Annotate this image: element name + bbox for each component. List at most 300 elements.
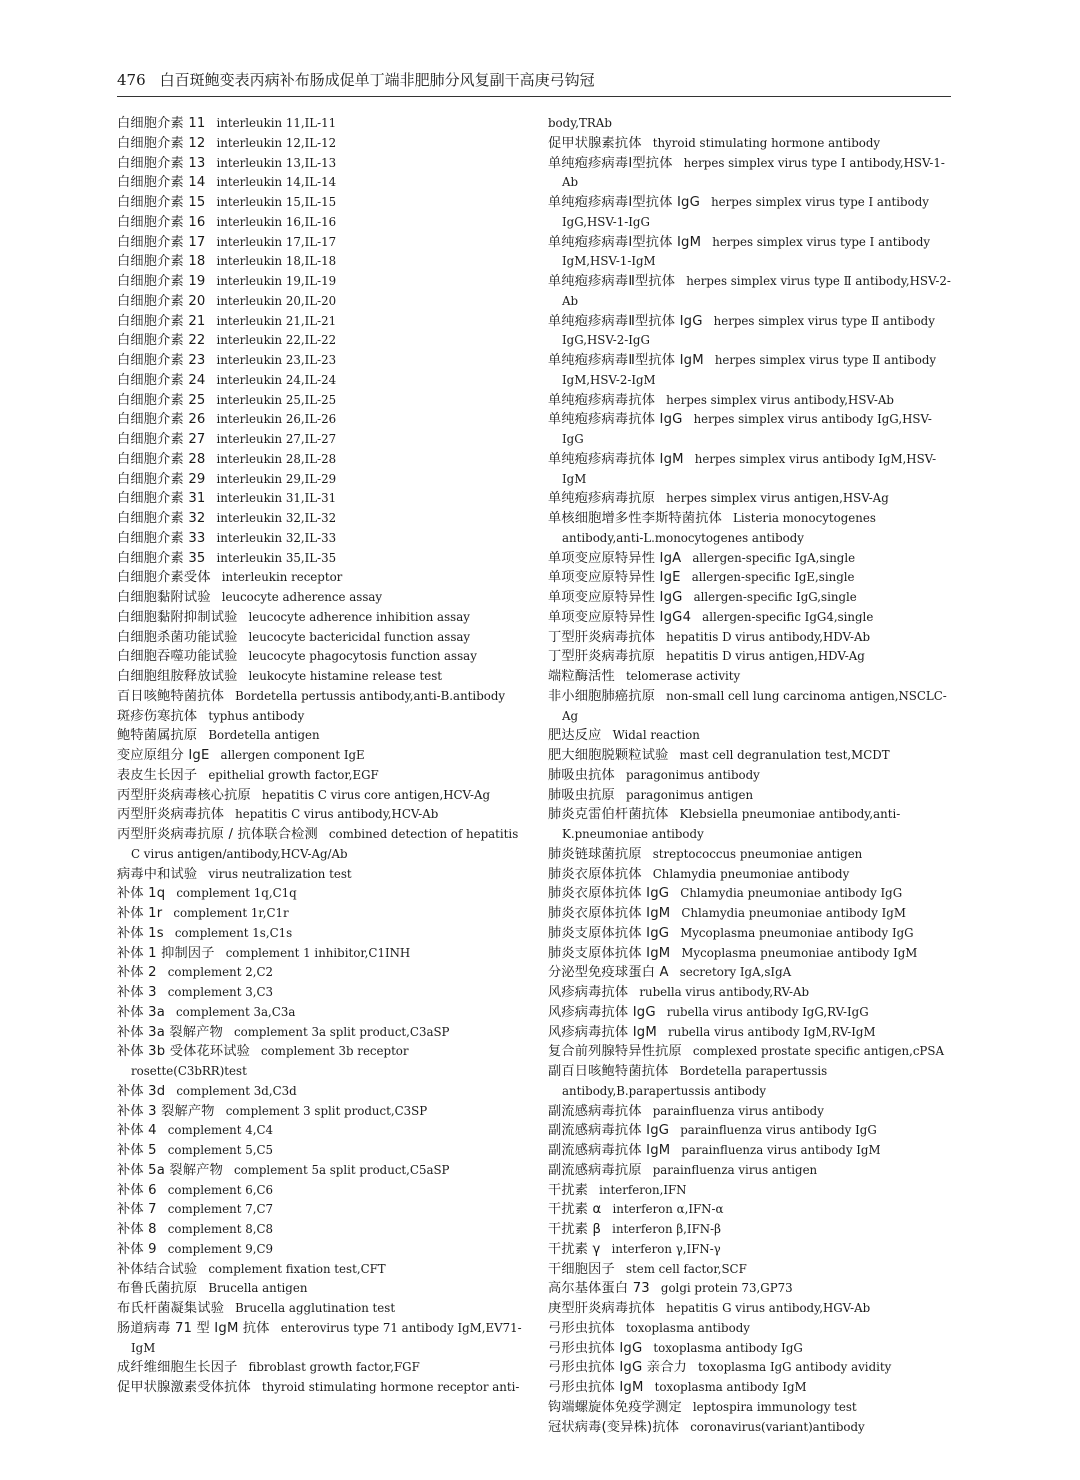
glossary-entry [117,608,522,628]
chinese-term: 补体 3b 受体花环试验 [117,1044,251,1060]
chinese-term: 白细胞介素 21 [117,313,206,329]
glossary-entry [117,134,522,154]
english-term: herpes simplex virus type Ⅰ antibody,HSV-1-Ab [562,155,945,190]
glossary-entry [548,1220,953,1240]
english-term: allergen component IgE [220,748,365,762]
english-term: Mycoplasma pneumoniae antibody IgG [680,925,914,940]
english-term: hepatitis D virus antigen,HDV-Ag [666,649,865,664]
english-term: interleukin 11,IL-11 [216,116,337,130]
chinese-term: 干扰素 β [548,1222,602,1237]
glossary-entry [548,687,953,727]
glossary-entry [117,1023,522,1043]
chinese-term: 副流感病毒抗体 [548,1103,642,1119]
english-term: hepatitis C virus antibody,HCV-Ab [235,807,439,822]
glossary-entry [117,252,522,272]
glossary-entry [548,1200,953,1220]
glossary-entry [117,173,522,193]
english-term: complement 3 split product,C3SP [225,1103,428,1118]
chinese-term: 白细胞介素 33 [117,530,206,546]
chinese-term: 肥大细胞脱颗粒试验 [548,748,669,763]
chinese-term: 弓形虫抗体 IgM [548,1380,644,1395]
chinese-term: 单纯疱疹病毒抗原 [548,491,656,507]
english-term: complement 3d,C3d [176,1083,297,1098]
glossary-entry [117,272,522,292]
english-term: interferon α,IFN-α [612,1202,724,1217]
glossary-entry [117,351,522,371]
chinese-term: 分泌型免疫球蛋白 A [548,965,669,981]
english-term: hepatitis G virus antibody,HGV-Ab [666,1301,871,1315]
english-term: body,TRAb [548,116,612,130]
glossary-entry [548,410,953,450]
english-term: interleukin 12,IL-12 [216,135,337,150]
glossary-entry [548,608,953,628]
glossary-entry [117,1102,522,1122]
glossary-entry [548,628,953,648]
chinese-term: 白细胞介素 23 [117,353,206,368]
english-term: interleukin 28,IL-28 [216,451,337,466]
english-term: interleukin 16,IL-16 [216,214,337,229]
english-term: leucocyte bactericidal function assay [248,629,471,644]
english-term: Brucella agglutination test [235,1301,396,1315]
english-term: Brucella antigen [208,1281,308,1296]
chinese-term: 补体 2 [117,965,157,981]
chinese-term: 白细胞介素 28 [117,451,206,467]
glossary-entry [548,884,953,904]
english-term: herpes simplex virus type Ⅰ antibody IgM,HSV-1-IgM [562,234,934,269]
chinese-term: 白细胞介素 35 [117,550,206,566]
chinese-term: 单纯疱疹病毒Ⅰ型抗体 IgM [548,234,702,250]
english-term: paragonimus antigen [625,787,754,802]
chinese-term: 补体 3a [117,1004,166,1020]
english-term: complement 3b receptor rosette(C3bRR)test [131,1044,413,1078]
glossary-entry [117,687,522,707]
chinese-term: 促甲状腺激素受体抗体 [117,1380,251,1395]
chinese-term: 单项变应原特异性 IgG4 [548,609,692,625]
glossary-entry [548,1358,953,1378]
glossary-entry [117,292,522,312]
english-term: paragonimus antibody [625,767,760,782]
chinese-term: 促甲状腺素抗体 [548,135,642,151]
english-term: complement 3a,C3a [176,1004,296,1019]
glossary-entry [548,588,953,608]
glossary-entry [548,746,953,766]
english-term: complement 7,C7 [167,1202,274,1217]
chinese-term: 白细胞介素 19 [117,274,206,289]
glossary-entry [117,786,522,806]
glossary-entry [117,766,522,786]
english-term: complement 2,C2 [167,965,274,980]
chinese-term: 补体 9 [117,1241,157,1257]
chinese-term: 补体结合试验 [117,1261,198,1277]
chinese-term: 变应原组分 IgE [117,748,210,763]
glossary-entry [117,1082,522,1102]
glossary-entry [117,1378,522,1398]
chinese-term: 肺炎支原体抗体 IgM [548,945,671,961]
chinese-term: 白细胞介素 17 [117,234,206,250]
chinese-term: 白细胞介素 25 [117,392,206,408]
english-term: herpes simplex virus antibody,HSV-Ab [666,392,894,407]
english-term: interleukin 21,IL-21 [216,313,337,328]
english-term: toxoplasma IgG antibody avidity [697,1360,892,1375]
chinese-term: 端粒酶活性 [548,669,615,684]
glossary-entry [548,845,953,865]
chinese-term: 白细胞黏附试验 [117,590,211,605]
english-term: interleukin 17,IL-17 [216,234,337,249]
chinese-term: 补体 7 [117,1202,157,1218]
glossary-entry [117,312,522,332]
english-term: fibroblast growth factor,FGF [248,1360,420,1375]
glossary-entry [117,884,522,904]
glossary-entry [117,410,522,430]
english-term: toxoplasma antibody IgM [654,1380,807,1394]
glossary-entry [117,1161,522,1181]
glossary-entry [117,1141,522,1161]
english-term: Chlamydia pneumoniae antibody IgM [681,906,906,920]
english-term: interferon β,IFN-β [612,1222,721,1236]
english-term: hepatitis D virus antibody,HDV-Ab [666,629,871,644]
english-term: hepatitis C virus core antigen,HCV-Ag [261,787,491,802]
english-term: allergen-specific IgA,single [692,550,856,565]
chinese-term: 肠道病毒 71 型 IgM 抗体 [117,1320,270,1336]
english-term: complement 4,C4 [167,1123,274,1138]
glossary-entry [548,134,953,154]
glossary-entry [117,1319,522,1359]
glossary-entry [548,312,953,352]
english-term: Mycoplasma pneumoniae antibody IgM [681,945,918,960]
chinese-term: 肺吸虫抗体 [548,767,615,783]
glossary-entry [548,1042,953,1062]
left-column [117,114,522,1398]
english-term: thyroid stimulating hormone receptor anti- [261,1380,520,1394]
english-term: complement 5a split product,C5aSP [233,1162,450,1177]
glossary-entry [548,1023,953,1043]
chinese-term: 肺炎衣原体抗体 [548,866,642,882]
english-term: Widal reaction [612,728,700,743]
chinese-term: 风疹病毒抗体 IgM [548,1024,657,1040]
chinese-term: 白细胞介素 27 [117,432,206,447]
english-term: coronavirus(variant)antibody [690,1419,865,1434]
chinese-term: 补体 6 [117,1182,157,1198]
glossary-entry [117,924,522,944]
english-term: interleukin 19,IL-19 [216,274,337,288]
chinese-term: 干扰素 α [548,1202,602,1218]
glossary-entry [117,1003,522,1023]
english-term: mast cell degranulation test,MCDT [679,748,890,762]
glossary-entry [548,1319,953,1339]
chinese-term: 丁型肝炎病毒抗原 [548,649,656,665]
chinese-term: 肺炎衣原体抗体 IgM [548,906,671,921]
english-term: complement 1q,C1q [176,886,297,901]
glossary-entry [117,1220,522,1240]
english-term: parainfluenza virus antigen [652,1162,818,1177]
glossary-entry [117,489,522,509]
glossary-entry [548,647,953,667]
chinese-term: 白细胞介素 16 [117,214,206,230]
english-term: interleukin 31,IL-31 [216,491,337,506]
glossary-entry [117,331,522,351]
chinese-term: 肺炎支原体抗体 IgG [548,925,670,941]
chinese-term: 单项变应原特异性 IgA [548,550,682,566]
english-term: Bordetella antigen [208,728,320,743]
glossary-entry [548,805,953,845]
glossary-entry [548,924,953,944]
glossary-entry [117,1240,522,1260]
chinese-term: 百日咳鲍特菌抗体 [117,688,225,704]
glossary-entry [117,983,522,1003]
english-term: herpes simplex virus antibody IgM,HSV-IgM [562,451,937,486]
glossary-entry [117,549,522,569]
glossary-entry [117,667,522,687]
english-term: interleukin 18,IL-18 [216,254,337,269]
glossary-entry [117,944,522,964]
glossary-entry [117,588,522,608]
chinese-term: 复合前列腺特异性抗原 [548,1044,682,1060]
chinese-term: 补体 3a 裂解产物 [117,1024,223,1040]
chinese-term: 高尔基体蛋白 73 [548,1281,650,1297]
english-term: herpes simplex virus type Ⅱ antibody IgM,HSV-2-IgM [562,353,940,387]
glossary-entry [548,1121,953,1141]
chinese-term: 庚型肝炎病毒抗体 [548,1301,656,1316]
english-term: telomerase activity [625,669,741,683]
chinese-term: 肺吸虫抗原 [548,787,615,803]
english-term: interleukin 22,IL-22 [216,333,337,348]
english-term: interleukin 13,IL-13 [216,155,337,170]
glossary-entry [117,391,522,411]
english-term: epithelial growth factor,EGF [208,767,379,782]
glossary-entry [117,233,522,253]
glossary-entry [548,114,953,134]
chinese-term: 白细胞介素 15 [117,195,206,210]
chinese-term: 白细胞介素 32 [117,511,206,526]
chinese-term: 白细胞吞噬功能试验 [117,649,238,665]
page-number: 476 [117,71,146,89]
chinese-term: 补体 4 [117,1123,157,1139]
chinese-term: 补体 5 [117,1143,157,1158]
chinese-term: 白细胞介素 22 [117,333,206,349]
glossary-entry [548,667,953,687]
english-term: leucocyte adherence assay [221,590,383,604]
glossary-entry [117,1299,522,1319]
chinese-term: 白细胞介素 11 [117,116,206,131]
glossary-entry [548,1003,953,1023]
chinese-term: 补体 1s [117,925,164,941]
english-term: parainfluenza virus antibody IgM [681,1143,881,1157]
chinese-term: 非小细胞肺癌抗原 [548,688,656,704]
english-term: interleukin 26,IL-26 [216,412,337,427]
chinese-term: 病毒中和试验 [117,866,198,882]
glossary-entry [548,726,953,746]
chinese-term: 补体 3 [117,985,157,1000]
english-term: Listeria monocytogenes antibody,anti-L.monocytogenes antibody [562,511,880,545]
english-term: allergen-specific IgE,single [691,570,855,585]
english-term: complement 3,C3 [167,985,274,999]
glossary-entry [548,450,953,490]
glossary-entry [117,1200,522,1220]
english-term: complexed prostate specific antigen,cPSA [692,1044,944,1059]
english-term: interferon,IFN [599,1182,687,1197]
glossary-entry [548,1418,953,1438]
chinese-term: 成纤维细胞生长因子 [117,1360,238,1376]
chinese-term: 单纯疱疹病毒Ⅰ型抗体 IgG [548,195,701,210]
chinese-term: 斑疹伤寒抗体 [117,708,198,724]
english-term: Chlamydia pneumoniae antibody IgG [680,886,903,901]
chinese-term: 丙型肝炎病毒抗体 [117,807,225,823]
glossary-entry [117,1121,522,1141]
glossary-entry [548,489,953,509]
glossary-entry [548,1102,953,1122]
glossary-entry [117,865,522,885]
glossary-entry [117,825,522,865]
glossary-entry [548,766,953,786]
english-term: complement fixation test,CFT [208,1261,386,1276]
chinese-term: 单核细胞增多性李斯特菌抗体 [548,511,723,526]
glossary-entry [548,509,953,549]
english-term: complement 5,C5 [167,1143,274,1157]
english-term: virus neutralization test [208,866,352,881]
english-term: complement 1s,C1s [174,925,293,940]
english-term: thyroid stimulating hormone antibody [652,135,881,150]
glossary-entry [117,628,522,648]
header-index-title: 白百斑鲍变表丙病补布肠成促单丁端非肥肺分风复副干高庚弓钩冠 [159,71,595,89]
chinese-term: 单纯疱疹病毒抗体 IgG [548,412,683,428]
chinese-term: 布鲁氏菌抗原 [117,1281,198,1297]
chinese-term: 补体 1q [117,886,166,902]
chinese-term: 副流感病毒抗体 IgG [548,1123,670,1139]
chinese-term: 干细胞因子 [548,1261,615,1277]
glossary-entry [548,233,953,273]
glossary-entry [548,1398,953,1418]
chinese-term: 钩端螺旋体免疫学测定 [548,1399,682,1415]
glossary-entry [117,1279,522,1299]
glossary-entry [548,1339,953,1359]
glossary-entry [548,568,953,588]
english-term: interleukin 35,IL-35 [216,550,337,565]
chinese-term: 单纯疱疹病毒Ⅱ型抗体 [548,274,676,289]
chinese-term: 风疹病毒抗体 IgG [548,1004,656,1020]
glossary-entry [117,470,522,490]
chinese-term: 白细胞介素 26 [117,412,206,428]
english-term: non-small cell lung carcinoma antigen,NSCLC-Ag [562,688,947,723]
glossary-entry [548,1062,953,1102]
chinese-term: 白细胞黏附抑制试验 [117,609,238,625]
glossary-entry [548,865,953,885]
english-term: interleukin 24,IL-24 [216,372,337,387]
chinese-term: 肺炎衣原体抗体 IgG [548,886,670,902]
chinese-term: 白细胞介素 13 [117,155,206,171]
glossary-entry [117,529,522,549]
glossary-entry [117,193,522,213]
chinese-term: 白细胞介素 20 [117,293,206,309]
glossary-entry [548,351,953,391]
chinese-term: 补体 1r [117,906,163,921]
english-term: rubella virus antibody IgG,RV-IgG [666,1004,869,1019]
english-term: streptococcus pneumoniae antigen [652,846,863,861]
glossary-entry [548,963,953,983]
glossary-entry [548,1161,953,1181]
glossary-entry [548,1181,953,1201]
english-term: interleukin 32,IL-32 [216,511,337,525]
chinese-term: 补体 1 抑制因子 [117,945,215,961]
glossary-entry [117,707,522,727]
glossary-entry [548,193,953,233]
chinese-term: 补体 5a 裂解产物 [117,1162,223,1178]
glossary-entry [117,450,522,470]
glossary-entry [548,944,953,964]
chinese-term: 表皮生长因子 [117,767,198,783]
glossary-entry [117,568,522,588]
glossary-entry [117,726,522,746]
english-term: toxoplasma antibody [625,1320,750,1335]
glossary-entry [548,1260,953,1280]
right-column [548,114,953,1437]
chinese-term: 单纯疱疹病毒Ⅱ型抗体 IgG [548,313,703,329]
english-term: enterovirus type 71 antibody IgM,EV71-IgM [131,1320,522,1355]
english-term: parainfluenza virus antibody [652,1103,824,1118]
english-term: Bordetella pertussis antibody,anti-B.antibody [235,688,506,703]
english-term: leptospira immunology test [692,1399,857,1414]
glossary-entry [548,1141,953,1161]
chinese-term: 鲍特菌属抗原 [117,728,198,744]
glossary-entry [117,1358,522,1378]
chinese-term: 干扰素 [548,1182,589,1198]
english-term: interferon γ,IFN-γ [611,1241,721,1256]
english-term: complement 6,C6 [167,1182,274,1197]
glossary-entry [117,154,522,174]
chinese-term: 丁型肝炎病毒抗体 [548,629,656,645]
english-term: interleukin receptor [221,570,343,585]
english-term: interleukin 20,IL-20 [216,293,337,308]
chinese-term: 副流感病毒抗体 IgM [548,1143,671,1158]
glossary-entry [117,430,522,450]
chinese-term: 单纯疱疹病毒Ⅱ型抗体 IgM [548,353,704,368]
chinese-term: 丙型肝炎病毒核心抗原 [117,787,251,803]
glossary-entry [548,786,953,806]
glossary-entry [548,154,953,194]
english-term: Bordetella parapertussis antibody,B.parapertussis antibody [562,1064,831,1098]
english-term: toxoplasma antibody IgG [653,1340,803,1355]
chinese-term: 单纯疱疹病毒抗体 [548,392,656,408]
glossary-entry [548,904,953,924]
glossary-entry [548,1378,953,1398]
english-term: complement 3a split product,C3aSP [233,1024,450,1039]
english-term: leukocyte histamine release test [248,669,443,683]
english-term: interleukin 15,IL-15 [216,195,337,209]
glossary-entry [117,647,522,667]
chinese-term: 副流感病毒抗原 [548,1162,642,1178]
english-term: complement 9,C9 [167,1241,274,1256]
english-term: stem cell factor,SCF [625,1261,747,1276]
chinese-term: 补体 3 裂解产物 [117,1103,215,1119]
chinese-term: 白细胞介素 29 [117,471,206,487]
chinese-term: 白细胞介素受体 [117,570,211,586]
chinese-term: 冠状病毒(变异株)抗体 [548,1419,680,1435]
chinese-term: 白细胞杀菌功能试验 [117,629,238,645]
english-term: allergen-specific IgG4,single [702,609,874,624]
english-term: allergen-specific IgG,single [693,590,857,604]
chinese-term: 肺炎克雷伯杆菌抗体 [548,807,669,823]
english-term: herpes simplex virus type Ⅱ antibody,HSV-2-Ab [562,274,951,308]
english-term: secretory IgA,sIgA [679,965,792,980]
chinese-term: 弓形虫抗体 IgG [548,1340,643,1356]
chinese-term: 弓形虫抗体 [548,1320,615,1336]
glossary-entry [117,509,522,529]
english-term: Chlamydia pneumoniae antibody [652,866,850,881]
chinese-term: 单纯疱疹病毒抗体 IgM [548,451,684,467]
english-term: typhus antibody [208,708,305,723]
english-term: herpes simplex virus type Ⅰ antibody IgG,HSV-1-IgG [562,195,933,229]
chinese-term: 白细胞组胺释放试验 [117,669,238,684]
chinese-term: 补体 8 [117,1222,157,1237]
